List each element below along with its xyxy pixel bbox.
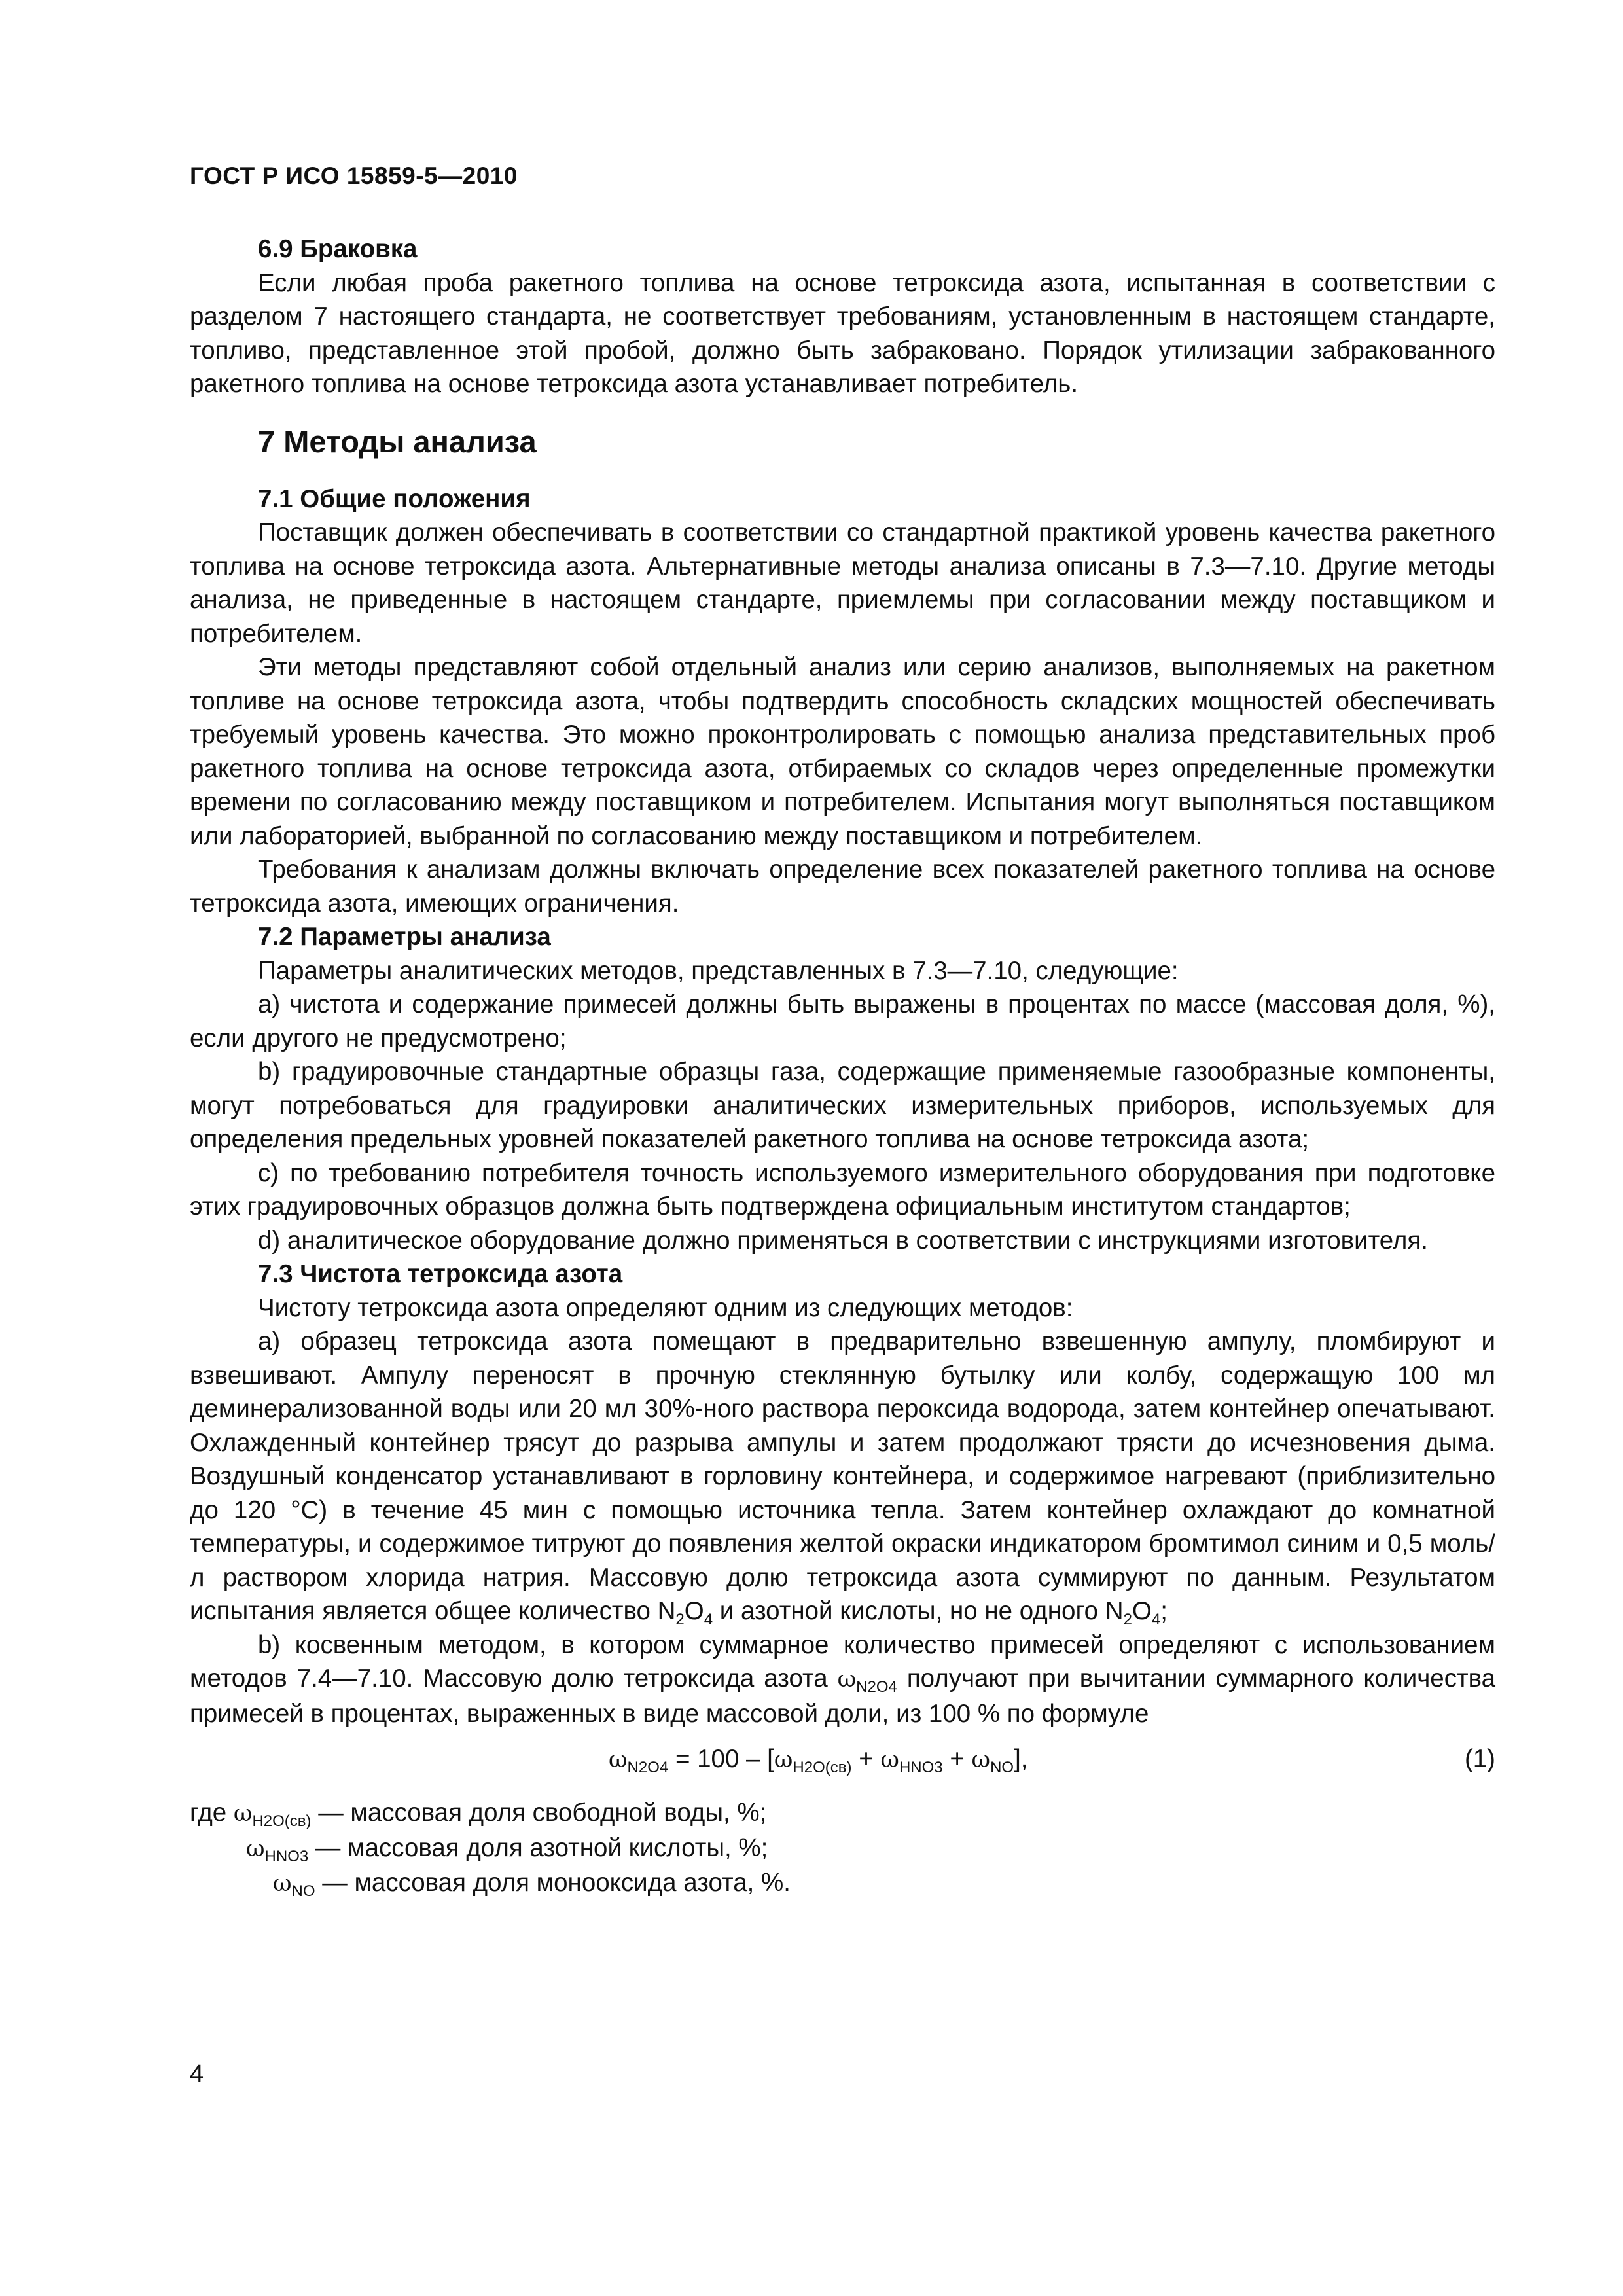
legend-row-nitric-oxide: $\omega_{NO}$ — массовая доля монооксида азота, %. <box>273 1869 791 1900</box>
section-7-2-item-c: c) по требованию потребителя точность используемого измерительного оборудования при подготовке этих градуировочных образцов должна быть подтверждена официальным институтом стандартов; <box>190 1158 1495 1221</box>
section-7-heading: 7 Методы анализа <box>258 423 537 459</box>
legend-row-water: где $\omega_{H2O(св)}$ — массовая доля свободной воды, %; <box>190 1799 767 1830</box>
formula-expression: $\omega_{N2O4} = 100 - [\omega_{H2O(св)} + \omega_{HNO3} + \omega_{NO}]$, <box>609 1745 1028 1776</box>
legend-row-nitric-acid: $\omega_{HNO3}$ — массовая доля азотной кислоты, %; <box>246 1833 768 1865</box>
section-7-2-item-b: b) градуировочные стандартные образцы газа, содержащие применяемые газообразные компоненты, могут потребоваться для градуировки аналитических измерительных приборов, используемых для определения предельных уровней показателей ракетного топлива на основе тетроксида азота; <box>190 1058 1495 1153</box>
formula-1 <box>190 1742 1495 1788</box>
page-number: 4 <box>190 2060 204 2088</box>
formula-number: (1) <box>1464 1745 1495 1773</box>
section-7-1-heading: 7.1 Общие положения <box>258 484 531 513</box>
section-7-2-intro: Параметры аналитических методов, представленных в 7.3—7.10, следующие: <box>258 956 1179 985</box>
document-body <box>190 232 1495 1901</box>
section-6-9-paragraph: Если любая проба ракетного топлива на основе тетроксида азота, испытанная в соответствии с разделом 7 настоящего стандарта, не соответствует требованиям, установленным в настоящем стандарте, топливо, представленное этой пробой, должно быть забраковано. Порядок утилизации забракованного ракетного топлива на основе тетроксида азота устанавливает потребитель. <box>190 268 1495 398</box>
formula-legend <box>190 1796 1495 1901</box>
section-7-1-paragraph-2: Эти методы представляют собой отдельный анализ или серию анализов, выполняемых на ракетном топливе на основе тетроксида азота, чтобы подтвердить способность складских мощностей обеспечивать требуемый уровень качества. Это можно проконтролировать с помощью анализа представительных проб ракетного топлива на основе тетроксида азота, отбираемых со складов через определенные промежутки времени по согласованию между поставщиком и потребителем. Испытания могут выполняться поставщиком или лабораторией, выбранной по согласованию между поставщиком и потребителем. <box>190 653 1495 850</box>
document-header: ГОСТ Р ИСО 15859-5—2010 <box>190 162 518 189</box>
section-7-2-item-d: d) аналитическое оборудование должно применяться в соответствии с инструкциями изготовителя. <box>258 1226 1428 1255</box>
section-7-2-heading: 7.2 Параметры анализа <box>258 923 551 951</box>
section-7-3-heading: 7.3 Чистота тетроксида азота <box>258 1260 623 1288</box>
section-7-3-item-a: а) образец тетроксида азота помещают в предварительно взвешенную ампулу, пломбируют и взвешивают. Ампулу переносят в прочную стеклянную бутылку или колбу, содержащую 100 мл деминерализованной воды или 20 мл 30%-ного раствора пероксида водорода, затем контейнер опечатывают. Охлажденный контейнер трясут до разрыва ампулы и затем продолжают трясти до исчезновения дыма. Воздушный конденсатор устанавливают в горловину контейнера, и содержимое нагревают (приблизительно до 120 °С) в течение 45 мин с помощью источника тепла. Затем контейнер охлаждают до комнатной температуры, и содержимое титруют до появления желтой окраски индикатором бромтимол синим и 0,5 моль/л раствором хлорида натрия. Массовую долю тетроксида азота суммируют по данным. Результатом испытания является общее количество $N_2O_4$ и азотной кислоты, но не одного $N_2O_4$; <box>190 1327 1495 1628</box>
section-7-2-item-a: а) чистота и содержание примесей должны быть выражены в процентах по массе (массовая доля, %), если другого не предусмотрено; <box>190 990 1495 1052</box>
section-6-9-heading: 6.9 Браковка <box>258 235 418 263</box>
section-7-3-item-b: b) косвенным методом, в котором суммарное количество примесей определяют с использованием методов 7.4—7.10. Массовую долю тетроксида азота $\omega_{N2O4}$ получают при вычитании суммарного количества примесей в процентах, выраженных в виде массовой доли, из 100 % по формуле <box>190 1630 1496 1728</box>
section-7-1-paragraph-3: Требования к анализам должны включать определение всех показателей ракетного топлива на основе тетроксида азота, имеющих ограничения. <box>190 855 1495 918</box>
section-7-1-paragraph-1: Поставщик должен обеспечивать в соответствии со стандартной практикой уровень качества ракетного топлива на основе тетроксида азота. Альтернативные методы анализа описаны в 7.3—7.10. Другие методы анализа, не приведенные в настоящем стандарте, приемлемы при согласовании между поставщиком и потребителем. <box>190 518 1495 648</box>
section-7-3-intro: Чистоту тетроксида азота определяют одним из следующих методов: <box>258 1293 1073 1322</box>
